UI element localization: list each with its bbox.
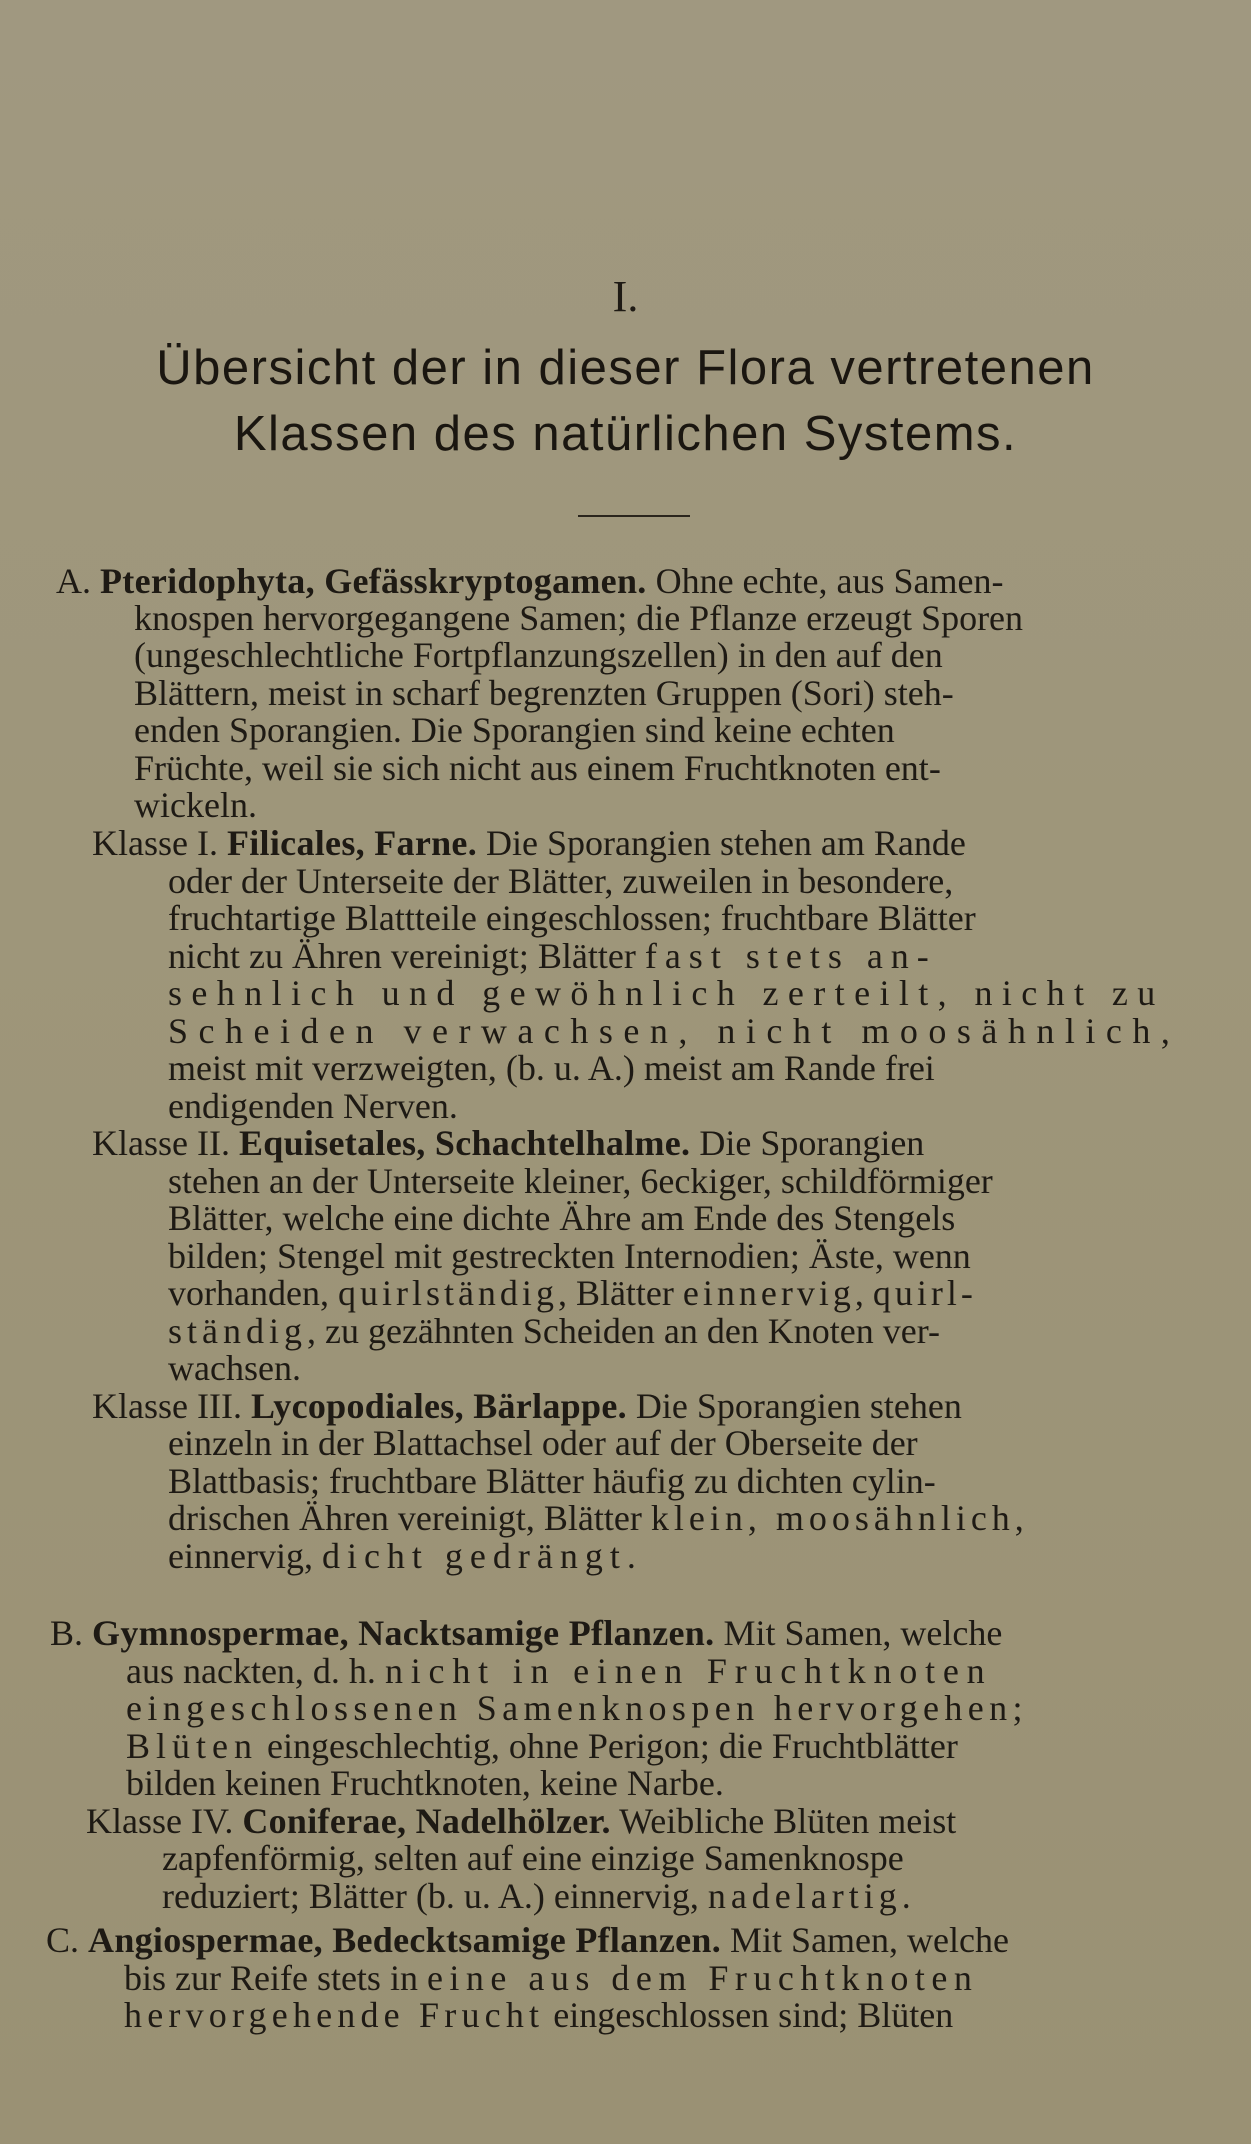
text-line [92,1124,924,1162]
spaced-text: nadelartig. [707,1876,916,1916]
text-line: einzeln in der Blattachsel oder auf der Oberseite der [168,1423,918,1463]
section-letter: C. [46,1920,89,1960]
text-run: , [854,1273,873,1313]
spaced-text: quirl- [872,1273,977,1313]
text-run: , Blätter [557,1273,683,1313]
text-line [168,1499,1029,1537]
text-line: bilden keinen Fruchtknoten, keine Narbe. [126,1763,724,1803]
section-heading: Gymnospermae, Nacktsamige Pflanzen. [92,1613,715,1653]
text-run: eingeschlossen sind; Blüten [544,1995,954,2035]
spaced-text: fast stets an- [644,936,937,976]
class-label: Klasse II. [92,1123,239,1163]
class-label: Klasse I. [92,823,227,863]
text-line: endigenden Nerven. [168,1086,458,1126]
title-line-2: Klassen des natürlichen Systems. [233,407,1018,461]
text-line: wickeln. [134,785,257,825]
text-run: Die Sporangien [690,1123,925,1163]
divider-rule [578,515,690,517]
spaced-text: eine aus dem Fruchtknoten [426,1958,979,1998]
section-heading: Angiospermae, Bedecktsamige Pflanzen. [88,1920,722,1960]
text-line [124,1959,978,1997]
text-run: Die Sporangien stehen am Rande [477,823,966,863]
text-line: Blättern, meist in scharf begrenzten Gruppen (Sori) steh- [134,673,954,713]
text-line [168,1274,977,1312]
spaced-text: nicht in einen Fruchtknoten [384,1651,993,1691]
spaced-text: dicht gedrängt. [321,1536,643,1576]
class-heading: Filicales, Farne. [226,823,478,863]
text-line [46,1921,1009,1959]
class-label: Klasse IV. [86,1801,243,1841]
text-line [92,1387,962,1425]
spaced-text: Scheiden verwachsen, nicht moosähnlich, [168,1011,1181,1051]
spaced-text: hervorgehende Frucht [124,1995,545,2035]
text-line [126,1727,958,1765]
class-heading: Coniferae, Nadelhölzer. [242,1801,611,1841]
text-line: (ungeschlechtliche Fortpflanzungszellen) in den auf den [134,635,943,675]
text-run: nicht zu Ähren vereinigt; Blätter [168,936,645,976]
title-line-1: Übersicht der in dieser Flora vertretenen [156,341,1095,395]
section-heading: Pteridophyta, Gefässkryptogamen. [100,561,647,601]
text-line: Blätter, welche eine dichte Ähre am Ende des Stengels [168,1198,956,1238]
text-line [124,1996,953,2034]
text-line: wachsen. [168,1348,301,1388]
text-run: einnervig, [168,1536,322,1576]
text-line [168,1312,940,1350]
text-line: Früchte, weil sie sich nicht aus einem Fruchtknoten ent- [134,748,941,788]
section-number: I. [612,272,639,321]
text-line [50,1614,1002,1652]
text-run: vorhanden, [168,1273,338,1313]
text-line: meist mit verzweigten, (b. u. A.) meist am Rande frei [168,1048,935,1088]
class-heading: Lycopodiales, Bärlappe. [250,1386,627,1426]
text-run: aus nackten, d. h. [126,1651,385,1691]
text-run: drischen Ähren vereinigt, Blätter [168,1498,651,1538]
text-line: zapfenförmig, selten auf eine einzige Samenknospe [162,1838,904,1878]
text-line [92,824,966,862]
spaced-text: einnervig [682,1273,855,1313]
text-line: stehen an der Unterseite kleiner, 6eckiger, schildförmiger [168,1161,993,1201]
text-line: fruchtartige Blattteile eingeschlossen; fruchtbare Blätter [168,898,976,938]
spaced-text: quirlständig [337,1273,558,1313]
text-line: bilden; Stengel mit gestreckten Internodien; Äste, wenn [168,1236,971,1276]
spaced-text: Blüten [126,1726,258,1766]
text-line: knospen hervorgegangene Samen; die Pflanze erzeugt Sporen [134,598,1024,638]
page-title [40,335,1211,467]
text-line: oder der Unterseite der Blätter, zuweilen in besondere, [168,861,954,901]
spaced-text: ständig [168,1311,307,1351]
text-run: eingeschlechtig, ohne Perigon; die Fruchtblätter [258,1726,958,1766]
text-run: bis zur Reife stets in [124,1958,427,1998]
text-line: Blattbasis; fruchtbare Blätter häufig zu dichten cylin- [168,1461,936,1501]
text-line [162,1877,916,1915]
text-line [56,562,1003,600]
text-run: Weibliche Blüten meist [610,1801,957,1841]
text-line [168,937,937,975]
text-run: reduziert; Blätter (b. u. A.) einnervig, [162,1876,708,1916]
section-letter: B. [50,1613,93,1653]
spaced-text: klein, moosähnlich, [650,1498,1029,1538]
class-label: Klasse III. [92,1386,251,1426]
text-run: Ohne echte, aus Samen- [646,561,1004,601]
text-line [168,1537,643,1575]
text-line [86,1802,956,1840]
spaced-text: sehnlich und gewöhnlich zerteilt, nicht zu [168,973,1165,1013]
text-run: Die Sporangien stehen [626,1386,962,1426]
section-letter: A. [56,561,100,601]
class-heading: Equisetales, Schachtelhalme. [238,1123,691,1163]
text-run: , zu gezähnten Scheiden an den Knoten ver- [307,1311,941,1351]
text-line [126,1652,992,1690]
text-run: Mit Samen, welche [721,1920,1009,1960]
text-line: enden Sporangien. Die Sporangien sind keine echten [134,710,895,750]
text-run: Mit Samen, welche [714,1613,1003,1653]
spaced-text: eingeschlossenen Samenknospen hervorgehen; [126,1688,1028,1728]
